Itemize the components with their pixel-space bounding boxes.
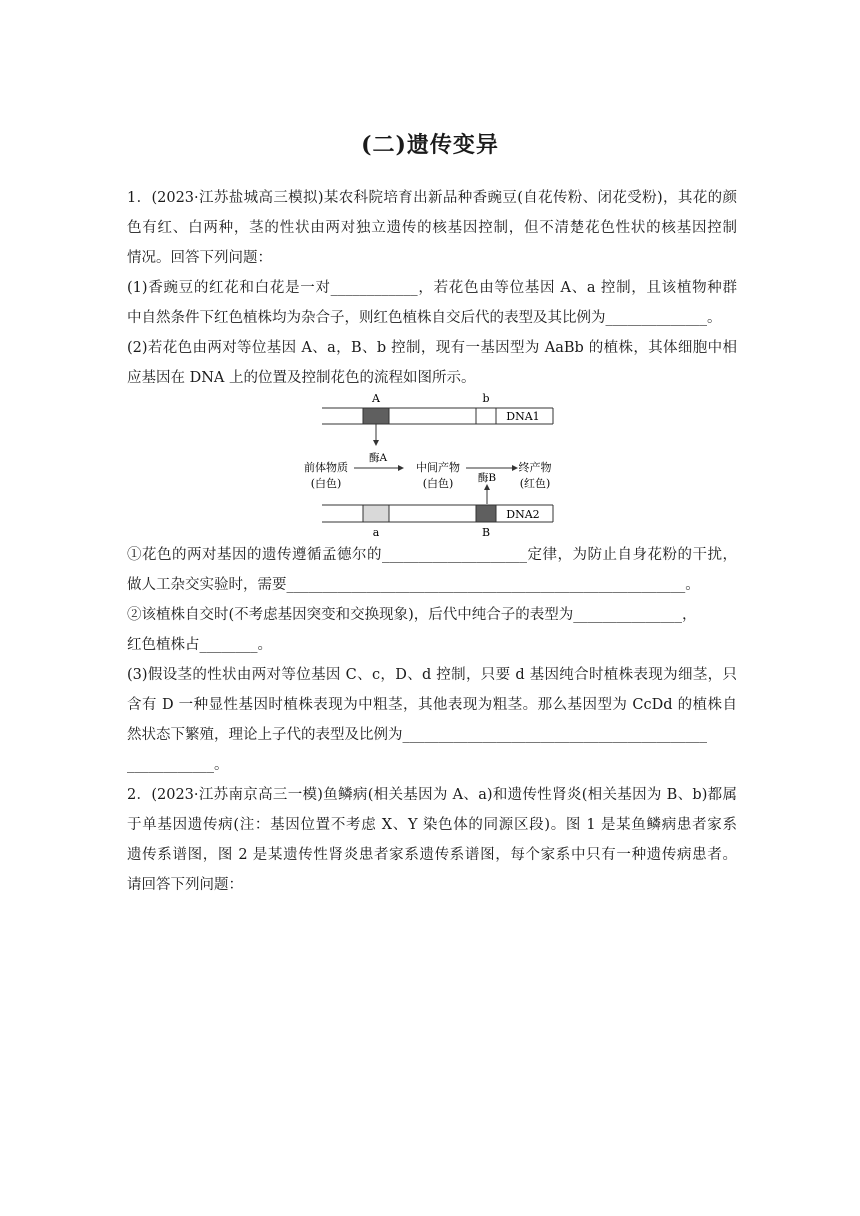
- section-title: (二)遗传变异: [361, 132, 499, 158]
- q2-line-3: 遗传系谱图，图 2 是某遗传性肾炎患者家系遗传系谱图，每个家系中只有一种遗传病患者。: [127, 847, 737, 863]
- gene-A-block: [363, 408, 389, 424]
- q1-line-2: 色有红、白两种，茎的性状由两对独立遗传的核基因控制，但不清楚花色性状的核基因控制: [127, 220, 737, 236]
- gene-a-block: [363, 505, 389, 522]
- dna1-label: DNA1: [506, 410, 540, 423]
- q1-part2-sub2-line-1: ②该植株自交时(不考虑基因突变和交换现象)，后代中纯合子的表型为_______________，: [127, 607, 697, 623]
- q2-line-4: 请回答下列问题：: [127, 877, 243, 893]
- precursor-label: 前体物质: [304, 461, 348, 474]
- gene-A-label: A: [372, 392, 380, 405]
- q1-part1-line-2: 中自然条件下红色植株均为杂合子，则红色植株自交后代的表型及其比例为______________。: [127, 310, 722, 326]
- intermediate-color: (白色): [422, 477, 454, 490]
- gene-b-block: [476, 408, 496, 424]
- gene-B-label: B: [481, 526, 491, 539]
- gene-B-block: [476, 505, 496, 522]
- dna2-label: DNA2: [506, 508, 540, 521]
- q1-part2-sub1-line-1: ①花色的两对基因的遗传遵循孟德尔的____________________定律，为防止自身花粉的干扰，: [127, 547, 737, 563]
- precursor-color: (白色): [310, 477, 342, 490]
- enzyme-B-label: 酶B: [477, 472, 497, 484]
- arrow-head-2: [512, 465, 518, 471]
- gene-a-label: a: [372, 526, 380, 539]
- q1-part3-line-1: (3)假设茎的性状由两对等位基因 C、c，D、d 控制，只要 d 基因纯合时植株表现为细茎，只: [127, 667, 737, 683]
- arrow-head-1: [398, 465, 404, 471]
- q1-part2-sub1-line-2: 做人工杂交实验时，需要_______________________________________________________。: [127, 577, 700, 593]
- q1-part3-line-2: 含有 D 一种显性基因时植株表现为中粗茎，其他表现为粗茎。那么基因型为 CcDd 的植株自: [127, 697, 737, 713]
- arrow-A-head: [373, 440, 379, 446]
- intermediate-label: 中间产物: [416, 461, 460, 474]
- gene-pathway-figure: [290, 390, 570, 540]
- enzyme-A-label: 酶A: [368, 452, 388, 464]
- final-product-color: (红色): [519, 477, 551, 490]
- q1-part2-line-1: (2)若花色由两对等位基因 A、a，B、b 控制，现有一基因型为 AaBb 的植株，其体细胞中相: [127, 340, 737, 356]
- q2-line-1: 2．(2023·江苏南京高三一模)鱼鳞病(相关基因为 A、a)和遗传性肾炎(相关基因为 B、b)都属: [127, 787, 737, 803]
- q1-line-1: 1．(2023·江苏盐城高三模拟)某农科院培育出新品种香豌豆(自花传粉、闭花受粉)，其花的颜: [127, 190, 737, 206]
- arrow-B-head: [484, 484, 490, 490]
- q1-part3-line-4: ____________。: [127, 757, 229, 773]
- q1-part2-line-2: 应基因在 DNA 上的位置及控制花色的流程如图所示。: [127, 370, 476, 386]
- q1-part1-line-1: (1)香豌豆的红花和白花是一对____________，若花色由等位基因 A、a 控制，且该植物种群: [127, 280, 737, 296]
- final-product-label: 终产物: [518, 461, 552, 474]
- q1-part2-sub2-line-2: 红色植株占________。: [127, 637, 272, 653]
- q2-line-2: 于单基因遗传病(注：基因位置不考虑 X、Y 染色体的同源区段)。图 1 是某鱼鳞病患者家系: [127, 817, 737, 833]
- q1-line-3: 情况。回答下列问题：: [127, 250, 272, 266]
- gene-b-label: b: [482, 392, 490, 405]
- q1-part3-line-3: 然状态下繁殖，理论上子代的表型及比例为__________________________________________: [127, 727, 707, 743]
